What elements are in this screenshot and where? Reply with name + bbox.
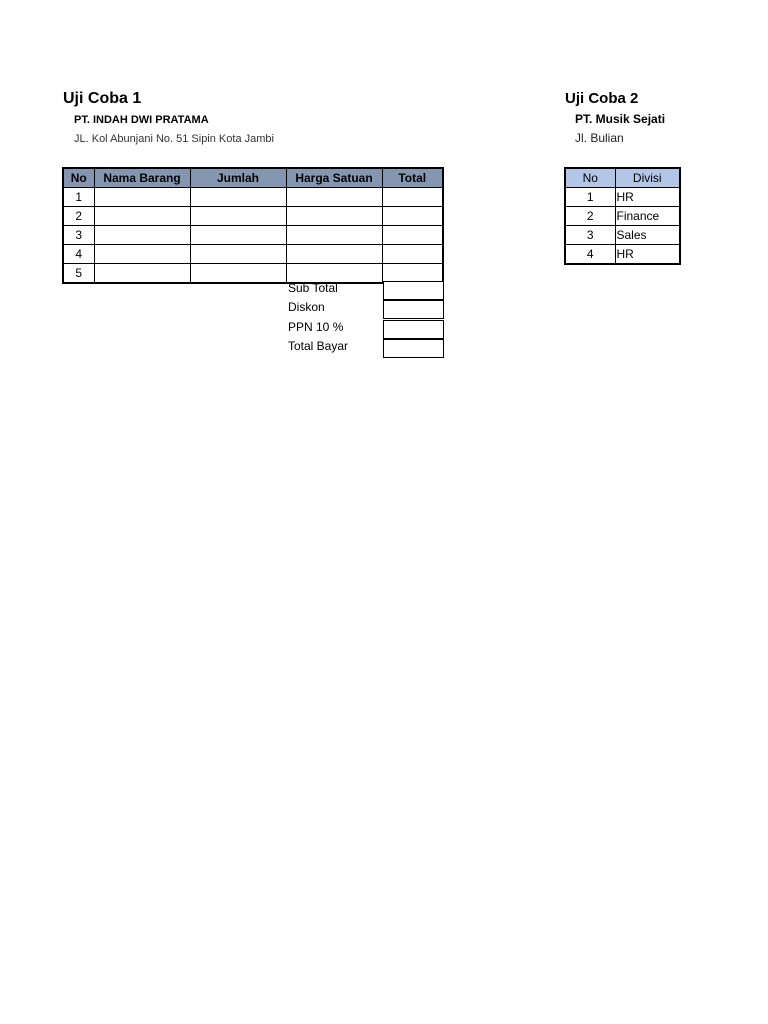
total-bayar-label: Total Bayar: [288, 339, 349, 353]
cell-nama-barang[interactable]: [94, 188, 190, 207]
cell-divisi[interactable]: Finance: [615, 207, 680, 226]
table-row: [565, 226, 680, 245]
cell-nama-barang[interactable]: [94, 226, 190, 245]
cell-jumlah[interactable]: [190, 207, 286, 226]
table-row: [565, 188, 680, 207]
diskon-value[interactable]: [383, 300, 444, 319]
table-row: [565, 245, 680, 265]
table-row: [63, 245, 443, 264]
cell-no[interactable]: 2: [565, 207, 615, 226]
section2-company: PT. Musik Sejati: [575, 112, 666, 126]
cell-no[interactable]: 2: [63, 207, 94, 226]
cell-jumlah[interactable]: [190, 264, 286, 284]
cell-jumlah[interactable]: [190, 245, 286, 264]
divisi-table: [564, 167, 681, 265]
diskon-label: Diskon: [288, 300, 325, 314]
header-total: Total: [382, 168, 443, 188]
cell-no[interactable]: 5: [63, 264, 94, 284]
header-jumlah: Jumlah: [190, 168, 286, 188]
sub-total-label: Sub Total: [288, 281, 338, 295]
cell-jumlah[interactable]: [190, 188, 286, 207]
cell-divisi[interactable]: Sales: [615, 226, 680, 245]
cell-divisi[interactable]: HR: [615, 188, 680, 207]
cell-harga-satuan[interactable]: [286, 188, 382, 207]
invoice-table: [62, 167, 444, 284]
table-row: [63, 226, 443, 245]
cell-harga-satuan[interactable]: [286, 207, 382, 226]
header-divisi: Divisi: [615, 168, 680, 188]
header-no: No: [63, 168, 94, 188]
section1-address: JL. Kol Abunjani No. 51 Sipin Kota Jambi: [74, 133, 274, 145]
cell-divisi[interactable]: HR: [615, 245, 680, 265]
cell-no[interactable]: 4: [565, 245, 615, 265]
cell-no[interactable]: 3: [565, 226, 615, 245]
section2-title: Uji Coba 2: [565, 90, 639, 107]
header-no: No: [565, 168, 615, 188]
cell-total[interactable]: [382, 226, 443, 245]
section1-title: Uji Coba 1: [63, 90, 142, 107]
header-nama-barang: Nama Barang: [94, 168, 190, 188]
invoice-header-row: [63, 168, 443, 188]
cell-total[interactable]: [382, 188, 443, 207]
cell-no[interactable]: 1: [565, 188, 615, 207]
header-harga-satuan: Harga Satuan: [286, 168, 382, 188]
cell-jumlah[interactable]: [190, 226, 286, 245]
cell-nama-barang[interactable]: [94, 264, 190, 284]
cell-nama-barang[interactable]: [94, 245, 190, 264]
table-row: [565, 207, 680, 226]
cell-harga-satuan[interactable]: [286, 245, 382, 264]
cell-no[interactable]: 1: [63, 188, 94, 207]
cell-harga-satuan[interactable]: [286, 226, 382, 245]
table-row: [63, 207, 443, 226]
cell-total[interactable]: [382, 207, 443, 226]
table-row: [63, 188, 443, 207]
sub-total-value[interactable]: [383, 281, 444, 300]
total-bayar-value[interactable]: [383, 339, 444, 358]
cell-nama-barang[interactable]: [94, 207, 190, 226]
section2-address: Jl. Bulian: [575, 131, 624, 145]
ppn-label: PPN 10 %: [288, 320, 344, 334]
cell-no[interactable]: 3: [63, 226, 94, 245]
cell-total[interactable]: [382, 245, 443, 264]
section1-company: PT. INDAH DWI PRATAMA: [74, 114, 209, 126]
ppn-value[interactable]: [383, 320, 444, 339]
cell-no[interactable]: 4: [63, 245, 94, 264]
divisi-header-row: [565, 168, 680, 188]
